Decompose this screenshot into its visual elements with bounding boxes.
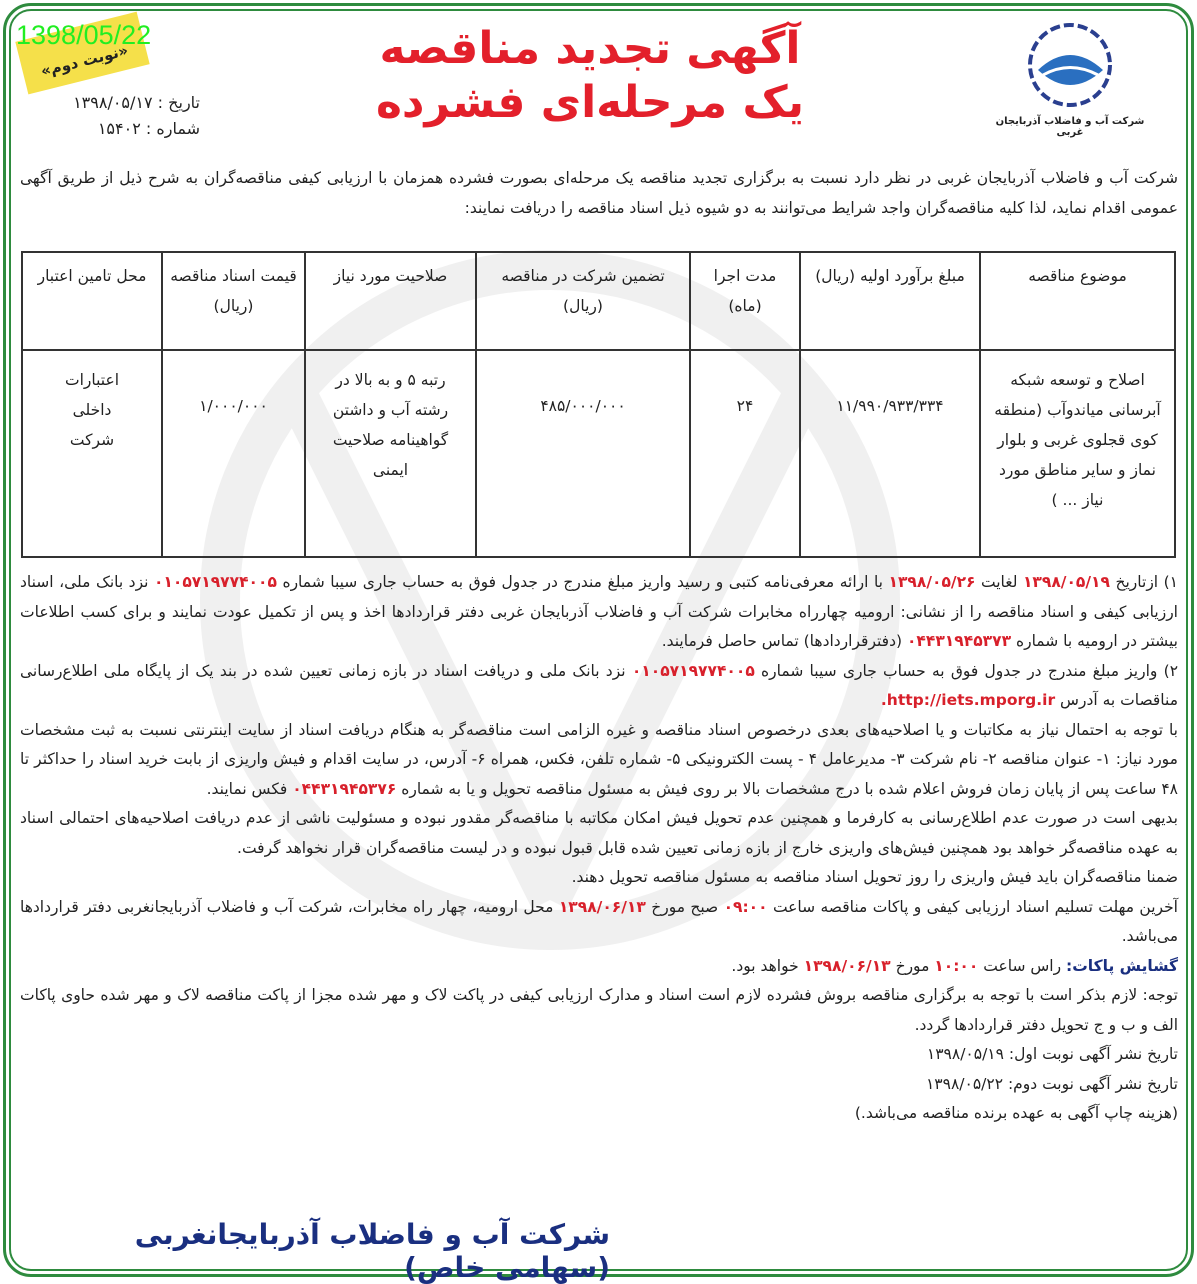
highlighted-value: ۱۳۹۸/۰۵/۲۶ — [888, 573, 976, 591]
table-header-row — [22, 252, 1175, 350]
cell-doc-price: ۱/۰۰۰/۰۰۰ — [162, 350, 305, 557]
cell-guarantee: ۴۸۵/۰۰۰/۰۰۰ — [476, 350, 690, 557]
section-label: گشایش پاکات: — [1066, 956, 1178, 975]
notice-body — [20, 568, 1178, 1129]
paragraph-text: راس ساعت — [978, 956, 1067, 975]
paragraph-text: مورخ — [890, 956, 935, 975]
notice-date: تاریخ : ۱۳۹۸/۰۵/۱۷ — [73, 93, 200, 112]
water-drop-logo-icon — [1023, 20, 1118, 110]
paragraph — [20, 981, 1178, 1040]
paragraph — [20, 1070, 1178, 1100]
col-estimate: مبلغ برآورد اولیه (ریال) — [800, 252, 980, 350]
highlighted-value: ۰۴۴۳۱۹۴۵۳۷۳ — [906, 632, 1012, 650]
paragraph — [20, 657, 1178, 716]
paragraph — [20, 804, 1178, 863]
paragraph-text: ۲) واریز مبلغ مندرج در جدول فوق به حساب جاری سیبا شماره — [754, 661, 1179, 680]
paragraph-text: با ارائه معرفی‌نامه کتبی و رسید واریز مبلغ مندرج در جدول فوق به حساب جاری سیبا شماره — [276, 573, 889, 591]
highlighted-value: ۱۳۹۸/۰۵/۱۹ — [1022, 573, 1110, 591]
tender-table — [21, 251, 1176, 558]
cell-estimate: ۱۱/۹۹۰/۹۳۳/۳۳۴ — [800, 350, 980, 557]
cell-qualification: رتبه ۵ و به بالا در رشته آب و داشتن گواهینامه صلاحیت ایمنی — [305, 350, 476, 557]
col-guarantee: تضمین شرکت در مناقصه (ریال) — [476, 252, 690, 350]
highlighted-value: ۰۹:۰۰ — [723, 897, 768, 916]
highlighted-value: http://iets.mporg.ir. — [880, 691, 1056, 709]
paragraph-text: نزد بانک ملی، اسناد ارزیابی کیفی و اسناد مناقصه را از نشانی: ارومیه چهارراه مخابرات شرکت آب و فاضلاب آذربایجان غربی دفتر قراردادها اخذ و پس از تکمیل عودت نمایند و برای کسب اطلاعات بیشتر در ارومیه با شماره — [20, 573, 1178, 650]
paragraph-text: تاریخ نشر آگهی نوبت دوم: ۱۳۹۸/۰۵/۲۲ — [925, 1074, 1178, 1093]
highlighted-value: ۰۱۰۵۷۱۹۷۷۴۰۰۵ — [153, 573, 277, 591]
paragraph — [20, 568, 1178, 657]
notice-meta — [40, 90, 200, 142]
col-doc-price: قیمت اسناد مناقصه (ریال) — [162, 252, 305, 350]
paragraph-text: (دفترقراردادها) تماس حاصل فرمایند. — [661, 632, 907, 650]
paragraph-text: بدیهی است در صورت عدم اطلاع‌رسانی به کارفرما و همچنین عدم تحویل فیش امکان مکاتبه با مناقصه‌گر مقدور نبوده و مسئولیت ناشی از عدم دریافت اصلاحیه‌های احتمالی اسناد به عهده مناقصه‌گر خواهد بود همچنین فیش‌های واریزی خارج از بازه زمانی تعیین شده قابل قبول نبوده و در لیست مناقصه‌گران قرار نخواهد گرفت. — [20, 809, 1178, 857]
cell-duration: ۲۴ — [690, 350, 800, 557]
paragraph-text: فکس نمایند. — [206, 779, 293, 798]
cell-funding: اعتبارات داخلی شرکت — [22, 350, 162, 557]
paragraph-text: محل ارومیه، چهار راه مخابرات، شرکت آب و فاضلاب آذربایجانغربی دفتر قراردادها می‌باشد. — [20, 897, 1178, 945]
col-funding: محل تامین اعتبار — [22, 252, 162, 350]
highlighted-value: ۰۱۰۵۷۱۹۷۷۴۰۰۵ — [631, 661, 755, 680]
col-duration: مدت اجرا (ماه) — [690, 252, 800, 350]
col-subject: موضوع مناقصه — [980, 252, 1175, 350]
paragraph-text: خواهد بود. — [731, 956, 804, 975]
footer-company: شرکت آب و فاضلاب آذربایجانغربی (سهامی خاص) — [134, 1218, 610, 1284]
paragraph — [20, 1040, 1178, 1070]
highlighted-value: ۱۰:۰۰ — [934, 956, 979, 975]
highlighted-value: ۱۳۹۸/۰۶/۱۳ — [803, 956, 891, 975]
paragraph-text: توجه: لازم بذکر است با توجه به برگزاری مناقصه بروش فشرده لازم است اسناد و مدارک ارزیابی کیفی در پاکت لاک و مهر شده مجزا از پاکت مناقصه لاک و مهر شده حاوی پاکات الف و ب و ج تحویل دفتر قراردادها گردد. — [20, 986, 1178, 1034]
highlighted-value: ۰۴۴۳۱۹۴۵۳۷۶ — [292, 779, 397, 798]
table-row — [22, 350, 1175, 557]
paragraph-text: نزد بانک ملی و دریافت اسناد در بازه زمانی تعیین شده در بند یک از پایگاه ملی اطلاع‌رسانی مناقصات به آدرس — [20, 661, 1178, 709]
paragraph — [20, 716, 1178, 805]
highlighted-value: ۱۳۹۸/۰۶/۱۳ — [558, 897, 646, 916]
paragraph — [20, 952, 1178, 982]
stamp-date: 1398/05/22 — [16, 20, 152, 50]
title-line-1: آگهی تجدید مناقصه — [379, 23, 801, 74]
page-title — [330, 22, 850, 130]
title-line-2: یک مرحله‌ای فشرده — [375, 77, 805, 128]
paragraph-text: با توجه به احتمال نیاز به مکاتبات و یا اصلاحیه‌های بعدی درخصوص اسناد مناقصه و غیره الزامی است مناقصه‌گر به هنگام دریافت اسناد از سایت اینترنتی نسبت به ثبت مشخصات مورد نیاز: ۱- عنوان مناقصه ۲- نام شرکت ۳- مدیرعامل ۴ - پست الکترونیکی ۵- شماره تلفن، فکس، همراه ۶- آدرس، در سایت اقدام و فیش واریزی از بابت خرید اسناد را حداکثر تا ۴۸ ساعت پس از پایان زمان فروش اعلام شده با درج مشخصات بالا بر روی فیش به مسئول مناقصه تحویل و یا به شماره — [20, 720, 1178, 798]
cell-subject: اصلاح و توسعه شبکه آبرسانی میاندوآب (منطقه کوی قجلوی غربی و بلوار نماز و سایر مناطق مورد نیاز ... ) — [980, 350, 1175, 557]
paragraph — [20, 893, 1178, 952]
logo-caption: شرکت آب و فاضلاب آذربایجان غربی — [995, 116, 1145, 138]
paragraph-text: (هزینه چاپ آگهی به عهده برنده مناقصه می‌باشد.) — [854, 1104, 1178, 1122]
paragraph-text: صبح مورخ — [645, 897, 724, 916]
col-qualification: صلاحیت مورد نیاز — [305, 252, 476, 350]
second-round-sticker: «نوبت دوم» — [15, 12, 149, 95]
paragraph — [20, 1099, 1178, 1129]
paragraph-text: ۱) ازتاریخ — [1109, 573, 1178, 591]
paragraph — [20, 863, 1178, 893]
notice-number: شماره : ۱۵۴۰۲ — [97, 119, 200, 138]
paragraph-text: ضمنا مناقصه‌گران باید فیش واریزی را روز تحویل اسناد مناقصه به مسئول مناقصه تحویل دهند. — [571, 868, 1178, 886]
paragraph-text: لغایت — [975, 573, 1023, 591]
paragraph-text: آخرین مهلت تسلیم اسناد ارزیابی کیفی و پاکات مناقصه ساعت — [767, 897, 1178, 916]
paragraph-text: تاریخ نشر آگهی نوبت اول: ۱۳۹۸/۰۵/۱۹ — [926, 1045, 1178, 1063]
company-logo — [985, 20, 1155, 138]
intro-text: شرکت آب و فاضلاب آذربایجان غربی در نظر دارد نسبت به برگزاری تجدید مناقصه یک مرحله‌ای بصورت فشرده همزمان با ارزیابی کیفی مناقصه‌گران به شرح ذیل از طریق آگهی عمومی اقدام نماید، لذا کلیه مناقصه‌گران واجد شرایط می‌توانند به دو شیوه ذیل اسناد مناقصه را دریافت نمایند: — [20, 169, 1178, 217]
